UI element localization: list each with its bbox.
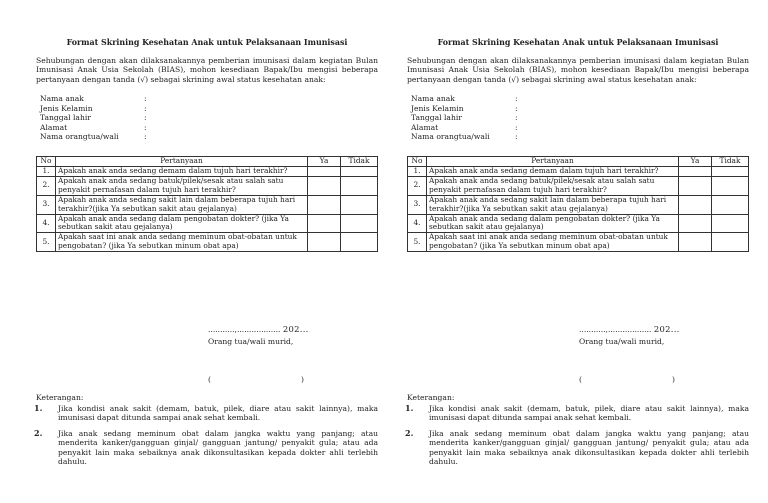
note-text: Jika anak sedang meminum obat dalam jangka waktu yang panjang; atau menderita kanker/gangguan ginjal/ gangguan jantung/ penyakit gula; atau ada penyakit lain maka sebaiknya anak dikonsultasikan kepada dokter ahli terlebih dahulu. (58, 429, 378, 466)
notes-title: Keterangan: (36, 393, 84, 402)
no-checkbox-cell[interactable] (341, 195, 378, 214)
row-number: 5. (37, 233, 56, 252)
paren-open: ( (208, 375, 211, 384)
field-colon: : (144, 94, 147, 103)
field-colon: : (144, 113, 147, 122)
note-text: Jika kondisi anak sakit (demam, batuk, pilek, diare atau sakit lainnya), maka imunisasi dapat ditunda sampai anak sehat kembali. (429, 404, 749, 423)
table-row (408, 233, 749, 252)
row-number: 2. (37, 176, 56, 195)
yes-checkbox-cell[interactable] (679, 176, 712, 195)
table-row (408, 167, 749, 177)
row-question: Apakah saat ini anak anda sedang meminum obat-obatan untuk pengobatan? (jika Ya sebutkan minum obat apa) (427, 233, 679, 252)
yes-checkbox-cell[interactable] (679, 167, 712, 177)
header-question: Pertanyaan (56, 157, 308, 167)
yes-checkbox-cell[interactable] (308, 195, 341, 214)
form-intro: Sehubungan dengan akan dilaksanakannya pemberian imunisasi dalam kegiatan Bulan Imunisasi Anak Usia Sekolah (BIAS), mohon kesediaan Bapak/Ibu mengisi beberapa pertanyaan dengan tanda (√) sebagai skrining awal status kesehatan anak: (407, 56, 749, 84)
no-checkbox-cell[interactable] (341, 167, 378, 177)
header-yes: Ya (679, 157, 712, 167)
row-question: Apakah anak anda sedang demam dalam tujuh hari terakhir? (56, 167, 308, 177)
table-row (37, 195, 378, 214)
note-text: Jika kondisi anak sakit (demam, batuk, pilek, diare atau sakit lainnya), maka imunisasi dapat ditunda sampai anak sehat kembali. (58, 404, 378, 423)
field-colon: : (144, 132, 147, 141)
field-label: Tanggal lahir (40, 113, 91, 122)
table-row (408, 195, 749, 214)
yes-checkbox-cell[interactable] (308, 214, 341, 233)
form-intro: Sehubungan dengan akan dilaksanakannya pemberian imunisasi dalam kegiatan Bulan Imunisasi Anak Usia Sekolah (BIAS), mohon kesediaan Bapak/Ibu mengisi beberapa pertanyaan dengan tanda (√) sebagai skrining awal status kesehatan anak: (36, 56, 378, 84)
no-checkbox-cell[interactable] (712, 214, 749, 233)
note-item (36, 404, 378, 423)
header-no: No (408, 157, 427, 167)
row-number: 2. (408, 176, 427, 195)
row-number: 3. (408, 195, 427, 214)
paren-open: ( (579, 375, 582, 384)
row-question: Apakah anak anda sedang sakit lain dalam beberapa tujuh hari terakhir?(jika Ya sebutkan sakit atau gejalanya) (56, 195, 308, 214)
header-yes: Ya (308, 157, 341, 167)
field-label: Alamat (411, 122, 439, 132)
note-number: 1. (34, 403, 43, 413)
no-checkbox-cell[interactable] (712, 233, 749, 252)
row-question: Apakah anak anda sedang dalam pengobatan dokter? (jika Ya sebutkan sakit atau gejalanya) (56, 214, 308, 233)
note-item (407, 429, 749, 466)
note-item (36, 429, 378, 466)
table-header-row (408, 157, 749, 167)
table-header-row (37, 157, 378, 167)
yes-checkbox-cell[interactable] (308, 167, 341, 177)
year-placeholder: 202... (282, 324, 309, 334)
field-colon: : (515, 94, 518, 103)
field-label: Jenis Kelamin (411, 103, 464, 113)
header-no: No (37, 157, 56, 167)
field-colon: : (144, 122, 147, 132)
yes-checkbox-cell[interactable] (679, 233, 712, 252)
yes-checkbox-cell[interactable] (308, 176, 341, 195)
year-placeholder: 202... (653, 324, 680, 334)
field-label: Jenis Kelamin (40, 103, 93, 113)
row-number: 1. (408, 167, 427, 177)
paren-close: ) (301, 375, 304, 384)
paren-close: ) (672, 375, 675, 384)
signature-role: Orang tua/wali murid, (579, 337, 665, 346)
field-label: Nama orangtua/wali (411, 132, 490, 141)
header-no-answer: Tidak (712, 157, 749, 167)
notes-title: Keterangan: (407, 393, 455, 402)
no-checkbox-cell[interactable] (341, 176, 378, 195)
table-row (37, 176, 378, 195)
note-item (407, 404, 749, 423)
field-label: Tanggal lahir (411, 113, 462, 122)
row-number: 1. (37, 167, 56, 177)
field-label: Nama anak (411, 94, 455, 103)
table-row (37, 214, 378, 233)
yes-checkbox-cell[interactable] (308, 233, 341, 252)
row-number: 4. (408, 214, 427, 233)
field-colon: : (515, 113, 518, 122)
date-placeholder: ...........,.................. (208, 325, 281, 334)
row-question: Apakah anak anda sedang dalam pengobatan dokter? (jika Ya sebutkan sakit atau gejalanya) (427, 214, 679, 233)
field-label: Nama orangtua/wali (40, 132, 119, 141)
row-number: 3. (37, 195, 56, 214)
field-colon: : (515, 122, 518, 132)
screening-table (407, 156, 749, 252)
date-placeholder: ...........,.................. (579, 325, 652, 334)
yes-checkbox-cell[interactable] (679, 214, 712, 233)
screening-form-right (407, 0, 749, 503)
note-number: 1. (405, 403, 414, 413)
no-checkbox-cell[interactable] (712, 195, 749, 214)
row-question: Apakah anak anda sedang batuk/pilek/sesak atau salah satu penyakit pernafasan dalam tujuh hari terakhir? (427, 176, 679, 195)
header-no-answer: Tidak (341, 157, 378, 167)
row-question: Apakah anak anda sedang batuk/pilek/sesak atau salah satu penyakit pernafasan dalam tujuh hari terakhir? (56, 176, 308, 195)
row-number: 4. (37, 214, 56, 233)
screening-form-left (36, 0, 378, 503)
no-checkbox-cell[interactable] (341, 214, 378, 233)
form-title: Format Skrining Kesehatan Anak untuk Pelaksanaan Imunisasi (437, 38, 719, 47)
row-number: 5. (408, 233, 427, 252)
table-row (37, 167, 378, 177)
field-label: Nama anak (40, 94, 84, 103)
signature-date[interactable] (579, 325, 680, 334)
note-text: Jika anak sedang meminum obat dalam jangka waktu yang panjang; atau menderita kanker/gangguan ginjal/ gangguan jantung/ penyakit gula; atau ada penyakit lain maka sebaiknya anak dikonsultasikan kepada dokter ahli terlebih dahulu. (429, 429, 749, 466)
header-question: Pertanyaan (427, 157, 679, 167)
row-question: Apakah saat ini anak anda sedang meminum obat-obatan untuk pengobatan? (jika Ya sebutkan minum obat apa) (56, 233, 308, 252)
field-colon: : (144, 103, 147, 113)
screening-table (36, 156, 378, 252)
form-title: Format Skrining Kesehatan Anak untuk Pelaksanaan Imunisasi (66, 38, 348, 47)
row-question: Apakah anak anda sedang sakit lain dalam beberapa tujuh hari terakhir?(jika Ya sebutkan sakit atau gejalanya) (427, 195, 679, 214)
field-label: Alamat (40, 122, 68, 132)
no-checkbox-cell[interactable] (712, 167, 749, 177)
note-number: 2. (34, 428, 43, 438)
table-row (37, 233, 378, 252)
table-row (408, 176, 749, 195)
signature-date[interactable] (208, 325, 309, 334)
row-question: Apakah anak anda sedang demam dalam tujuh hari terakhir? (427, 167, 679, 177)
yes-checkbox-cell[interactable] (679, 195, 712, 214)
note-number: 2. (405, 428, 414, 438)
no-checkbox-cell[interactable] (341, 233, 378, 252)
table-row (408, 214, 749, 233)
field-colon: : (515, 103, 518, 113)
field-colon: : (515, 132, 518, 141)
signature-role: Orang tua/wali murid, (208, 337, 294, 346)
no-checkbox-cell[interactable] (712, 176, 749, 195)
